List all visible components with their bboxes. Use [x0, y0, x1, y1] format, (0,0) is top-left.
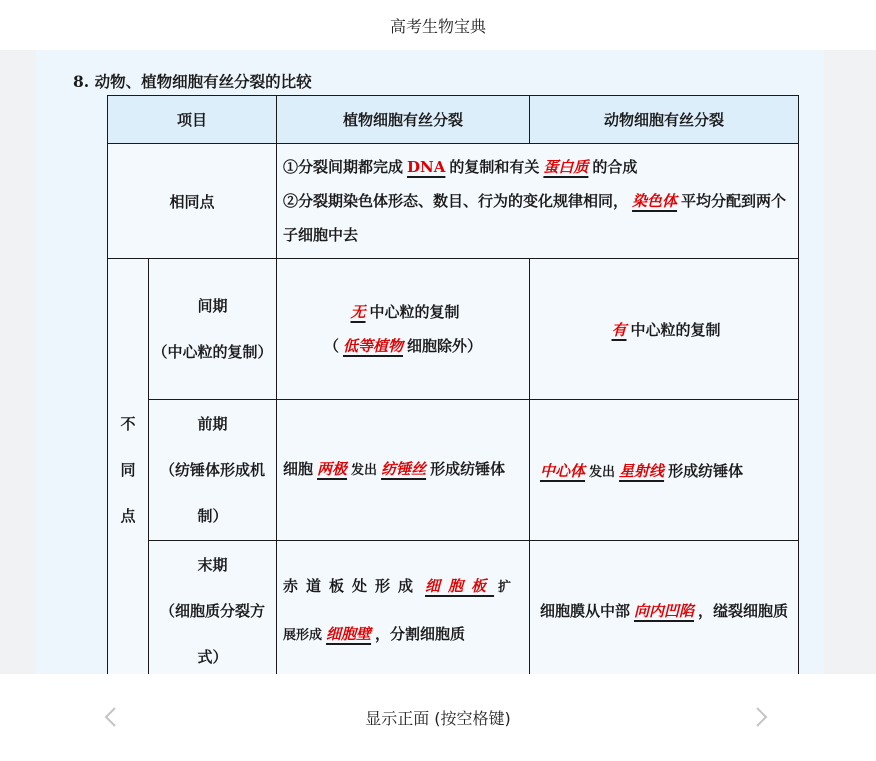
table-row-telophase [108, 541, 799, 675]
window-title: 高考生物宝典 [389, 16, 486, 36]
chevron-right-icon[interactable] [746, 702, 776, 732]
telophase-animal: 细胞膜从中部 向内凹陷 ，缢裂细胞质 [530, 541, 799, 675]
comparison-table [107, 95, 800, 674]
blank-spindle-fiber: 纺锤丝 [381, 460, 427, 478]
blank-poles: 两极 [317, 460, 348, 478]
table-row-prophase [108, 400, 799, 541]
blank-lower-plant: 低等植物 [343, 337, 404, 355]
table-row-same [108, 144, 799, 259]
blank-inward: 向内凹陷 [634, 602, 695, 620]
section-title: 8. 动物、植物细胞有丝分裂的比较 [73, 72, 312, 91]
blank-centrosome: 中心体 [540, 461, 586, 480]
blank-none: 无 [350, 303, 366, 321]
show-front-button[interactable]: 显示正面 (按空格键) [365, 709, 511, 728]
prophase-animal: 中心体 发出 星射线 形成纺锤体 [530, 400, 799, 541]
telophase-label: 末期 （细胞质分裂方式） [149, 541, 277, 675]
same-content: ①分裂间期都完成 DNA 的复制和有关 蛋白质 的合成 ②分裂期染色体形态、数目、行为的变化规律相同， 染色体 平均分配到两个子细胞中去 [277, 144, 799, 259]
blank-have: 有 [611, 320, 627, 339]
blank-astral-rays: 星射线 [619, 461, 665, 480]
blank-chromosome: 染色体 [632, 192, 678, 210]
interphase-label: 间期 （中心粒的复制） [149, 259, 277, 400]
blank-protein: 蛋白质 [543, 158, 589, 176]
card-content[interactable] [0, 50, 876, 674]
bottom-bar [0, 674, 876, 761]
interphase-animal: 有 中心粒的复制 [530, 259, 799, 400]
table-header-row [108, 96, 799, 144]
blank-dna: DNA [407, 158, 446, 176]
title-bar [0, 0, 876, 50]
prophase-label: 前期 （纺锤体形成机制） [149, 400, 277, 541]
blank-cell-plate: 细胞板 [425, 577, 495, 595]
blank-cell-wall: 细胞壁 [326, 625, 372, 643]
header-plant: 植物细胞有丝分裂 [277, 96, 530, 144]
same-label: 相同点 [108, 144, 277, 259]
interphase-plant: 无 中心粒的复制 （ 低等植物 细胞除外） [277, 259, 530, 400]
telophase-plant: 赤道板处形成 细胞板 扩展形成 细胞壁 ，分割细胞质 [277, 541, 530, 675]
diff-label: 不 同 点 [108, 259, 149, 675]
prophase-plant: 细胞 两极 发出 纺锤丝 形成纺锤体 [277, 400, 530, 541]
header-item: 项目 [108, 96, 277, 144]
table-row-interphase [108, 259, 799, 400]
header-animal: 动物细胞有丝分裂 [530, 96, 799, 144]
card-body [36, 50, 824, 674]
